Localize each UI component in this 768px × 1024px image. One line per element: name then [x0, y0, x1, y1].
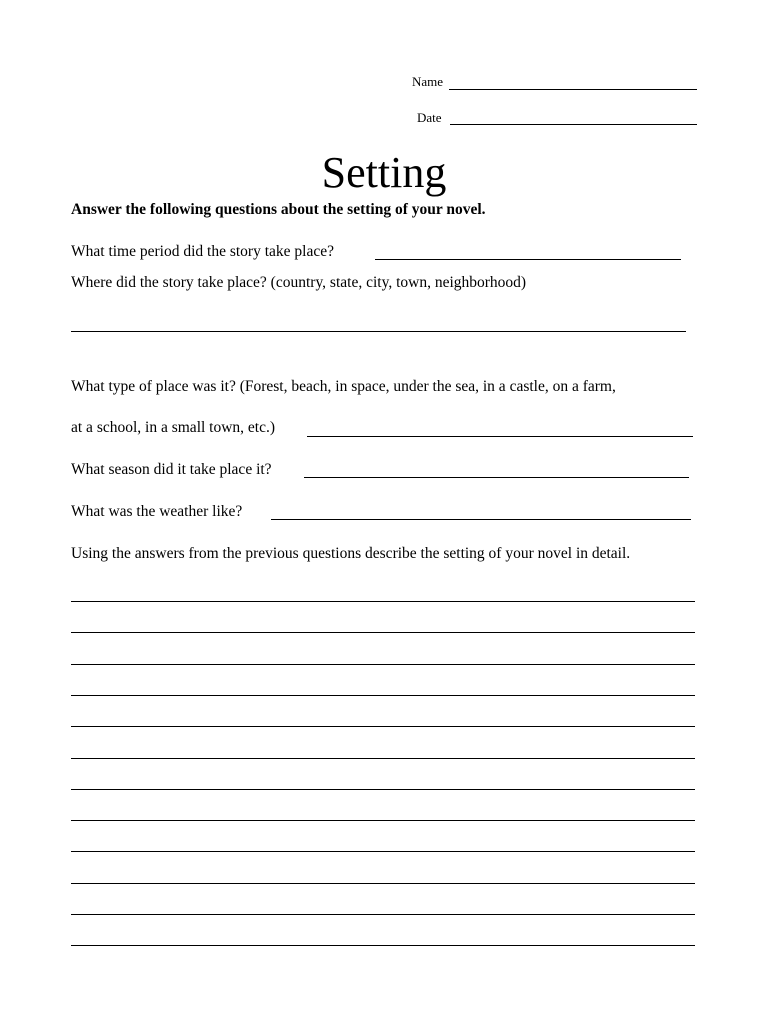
question-season: What season did it take place it?	[71, 461, 272, 478]
question-describe: Using the answers from the previous questions describe the setting of your novel in detail.	[71, 545, 631, 562]
answer-line-time-period[interactable]	[375, 259, 681, 260]
writing-line[interactable]	[71, 726, 695, 727]
question-place-type-continued: at a school, in a small town, etc.)	[71, 419, 276, 436]
writing-line[interactable]	[71, 758, 695, 759]
page-title: Setting	[321, 148, 447, 197]
writing-line[interactable]	[71, 601, 695, 602]
writing-line[interactable]	[71, 851, 695, 852]
writing-line[interactable]	[71, 945, 695, 946]
answer-line-season[interactable]	[304, 477, 689, 478]
question-time-period: What time period did the story take place?	[71, 243, 334, 260]
question-location: Where did the story take place? (country, state, city, town, neighborhood)	[71, 274, 527, 291]
writing-line[interactable]	[71, 820, 695, 821]
instructions: Answer the following questions about the setting of your novel.	[71, 201, 486, 218]
name-label: Name	[412, 74, 444, 89]
writing-line[interactable]	[71, 632, 695, 633]
date-label: Date	[417, 110, 442, 125]
answer-line-location[interactable]	[71, 331, 686, 332]
writing-line[interactable]	[71, 883, 695, 884]
name-answer-line[interactable]	[449, 89, 697, 90]
answer-line-weather[interactable]	[271, 519, 691, 520]
writing-line[interactable]	[71, 695, 695, 696]
date-answer-line[interactable]	[450, 124, 697, 125]
question-place-type: What type of place was it? (Forest, beach, in space, under the sea, in a castle, on a farm,	[71, 378, 616, 395]
question-weather: What was the weather like?	[71, 503, 243, 520]
writing-line[interactable]	[71, 664, 695, 665]
writing-line[interactable]	[71, 914, 695, 915]
answer-line-place-type[interactable]	[307, 436, 693, 437]
writing-line[interactable]	[71, 789, 695, 790]
